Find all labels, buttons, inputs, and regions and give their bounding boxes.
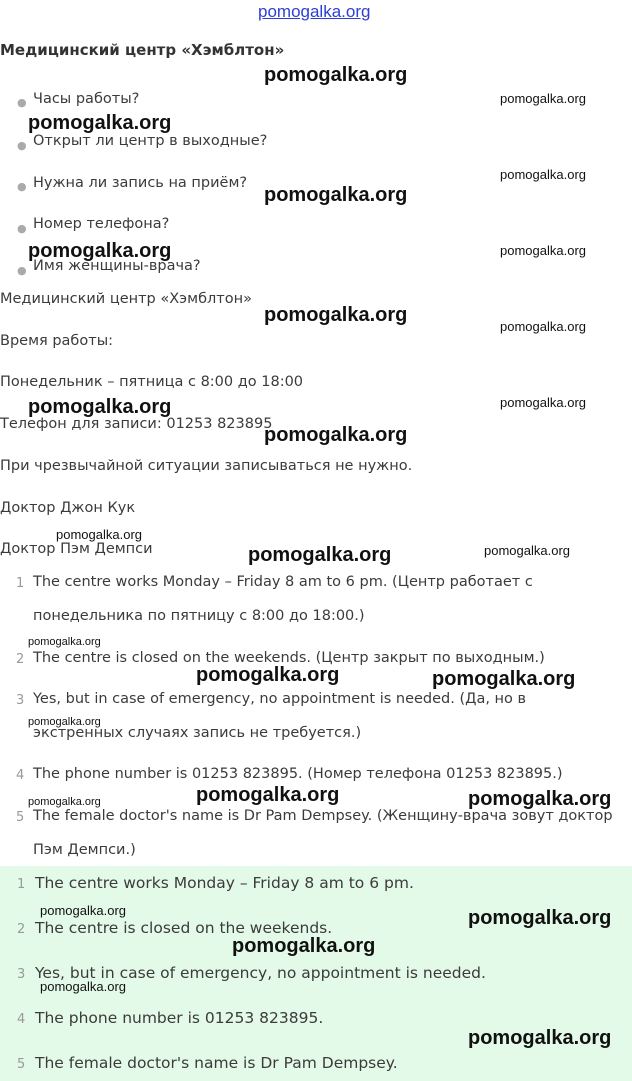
- list-item: The female doctor's name is Dr Pam Dempsey. (Женщину-врача зовут доктор: [33, 808, 613, 824]
- watermark: pomogalka.org: [28, 636, 101, 648]
- page-title: Медицинский центр «Хэмблтон»: [0, 41, 285, 59]
- item-number: 3: [17, 967, 26, 982]
- bullet-icon: ●: [17, 139, 27, 152]
- item-number: 5: [16, 810, 25, 825]
- list-item: Yes, but in case of emergency, no appointment is needed.: [35, 964, 486, 982]
- watermark-link[interactable]: pomogalka.org: [258, 2, 371, 21]
- bullet-icon: ●: [17, 264, 27, 277]
- list-item: The phone number is 01253 823895.: [35, 1009, 324, 1027]
- list-item: The centre is closed on the weekends.: [35, 919, 333, 937]
- item-number: 1: [17, 877, 26, 892]
- watermark: pomogalka.org: [484, 543, 570, 558]
- watermark: pomogalka.org: [56, 527, 142, 542]
- notice-emergency: При чрезвычайной ситуации записываться не нужно.: [0, 458, 413, 474]
- watermark: pomogalka.org: [232, 935, 376, 957]
- watermark: pomogalka.org: [500, 243, 586, 258]
- watermark: pomogalka.org: [500, 167, 586, 182]
- item-number: 3: [16, 693, 25, 708]
- list-item: The centre is closed on the weekends. (Центр закрыт по выходным.): [33, 650, 545, 666]
- notice-hours: Понедельник – пятница с 8:00 до 18:00: [0, 374, 304, 390]
- list-item: Имя женщины-врача?: [33, 258, 201, 274]
- list-item-continuation: экстренных случаях запись не требуется.): [33, 725, 362, 741]
- notice-hours-label: Время работы:: [0, 333, 114, 349]
- notice-doctor-1: Доктор Джон Кук: [0, 500, 136, 516]
- watermark: pomogalka.org: [468, 1027, 612, 1049]
- watermark: pomogalka.org: [40, 903, 126, 918]
- watermark: pomogalka.org: [28, 796, 101, 808]
- watermark: pomogalka.org: [40, 979, 126, 994]
- watermark: pomogalka.org: [468, 907, 612, 929]
- watermark: pomogalka.org: [468, 788, 612, 810]
- list-item: The phone number is 01253 823895. (Номер телефона 01253 823895.): [33, 766, 563, 782]
- watermark: pomogalka.org: [500, 395, 586, 410]
- watermark: pomogalka.org: [196, 784, 340, 806]
- notice-doctor-2: Доктор Пэм Демпси: [0, 541, 153, 557]
- watermark: pomogalka.org: [500, 91, 586, 106]
- list-item: The female doctor's name is Dr Pam Dempsey.: [35, 1054, 398, 1072]
- item-number: 4: [17, 1012, 26, 1027]
- list-item-continuation: понедельника по пятницу с 8:00 до 18:00.): [33, 608, 365, 624]
- bullet-icon: ●: [17, 180, 27, 193]
- list-item: Yes, but in case of emergency, no appointment is needed. (Да, но в: [33, 691, 527, 707]
- watermark: pomogalka.org: [500, 319, 586, 334]
- list-item: Номер телефона?: [33, 216, 170, 232]
- bullet-icon: ●: [17, 96, 27, 109]
- watermark: pomogalka.org: [28, 396, 172, 418]
- notice-name: Медицинский центр «Хэмблтон»: [0, 291, 252, 307]
- notice-phone: Телефон для записи: 01253 823895: [0, 416, 273, 432]
- list-item: Открыт ли центр в выходные?: [33, 133, 268, 149]
- item-number: 2: [16, 652, 25, 667]
- list-item: Часы работы?: [33, 91, 140, 107]
- bullet-icon: ●: [17, 222, 27, 235]
- list-item: The centre works Monday – Friday 8 am to 6 pm.: [35, 874, 414, 892]
- list-item: The centre works Monday – Friday 8 am to 6 pm. (Центр работает с: [33, 574, 533, 590]
- list-item: Нужна ли запись на приём?: [33, 175, 248, 191]
- watermark: pomogalka.org: [432, 668, 576, 690]
- watermark: pomogalka.org: [264, 184, 408, 206]
- list-item-continuation: Пэм Демпси.): [33, 842, 136, 858]
- watermark: pomogalka.org: [28, 716, 101, 728]
- item-number: 4: [16, 768, 25, 783]
- watermark: pomogalka.org: [264, 424, 408, 446]
- item-number: 2: [17, 922, 26, 937]
- watermark: pomogalka.org: [248, 544, 392, 566]
- watermark: pomogalka.org: [264, 64, 408, 86]
- item-number: 5: [17, 1057, 26, 1072]
- watermark: pomogalka.org: [28, 112, 172, 134]
- watermark: pomogalka.org: [264, 304, 408, 326]
- watermark: pomogalka.org: [28, 240, 172, 262]
- watermark: pomogalka.org: [196, 664, 340, 686]
- item-number: 1: [16, 576, 25, 591]
